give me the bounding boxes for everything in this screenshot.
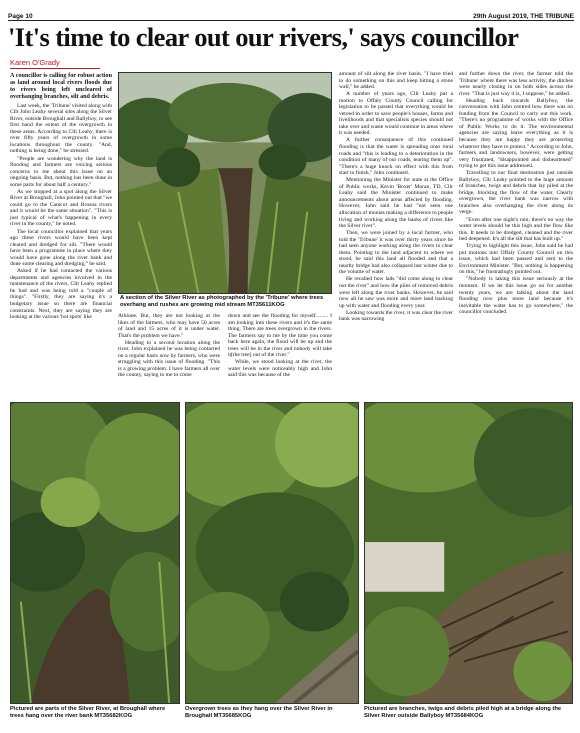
paragraph: Asked if he had contacted the various departments and agencies involved in the maintenance of the rivers, Cllr Leahy replied he had and was being told a "couple of things". "Firstly, they are saying it's a budgetary issue so there are financial constraints. Next, they are saying they are looking at the various 'hot spots' like: [10, 268, 112, 321]
article-column-4: [339, 71, 453, 381]
paragraph: While, we stood looking at the river, the water levels were noticeably high and John said this was because of the: [228, 359, 332, 379]
paragraph: "Nobody is taking this issue seriously at the moment. If we let this issue go on for another twenty years, we are talking about the land flooding now plus more land because it's inevitable the water has to go somewhere," the councillor concluded.: [459, 276, 573, 316]
paragraph: "People are wondering why the land is flooding and farmers are voicing serious concerns to me about this issue on an ongoing basis. But, nothing has been done in some parts for about half a century.": [10, 155, 112, 188]
photo-middle-caption: Overgrown trees as they hang over the Silver River in Broughall MT35685KOG: [185, 706, 333, 719]
debris-bridge-image: [365, 403, 572, 703]
broughall-river-image: [11, 403, 179, 703]
main-photo-caption: A section of the Silver River as photographed by the 'Tribune' where trees overhang and rushes are growing mid stream MT35611KOG: [120, 295, 324, 308]
paragraph: A further consequence of this continued flooding is that the water is spreading onto rural roads and "this is leading to a deterioration in the condition of many of our roads, tearing them up". "There's a huge knock on effect with this from start to finish," John continued.: [339, 137, 453, 177]
lead-paragraph: A councillor is calling for robust action as land around local rivers floods due to rivers being left uncleared of overhanging branches, silt and debris.: [10, 73, 112, 100]
paragraph: Athlone. But, they are not looking at the likes of the farmers, who may have 50 acres of land and 15 acres of it is under water. That's the problem we have.": [118, 313, 220, 339]
article-column-5: [459, 71, 573, 381]
paragraph: A number of years ago, Cllr Leahy put a motion to Offaly County Council calling for legislation to be passed that everything would be vetoed in order to save people's houses, farms and livelihoods and that specialists species should not take over and waste would continue in areas where it was needed.: [339, 91, 454, 137]
header-rule: [8, 20, 574, 21]
photo-debris-bridge: [364, 402, 573, 704]
river-photo-image: [119, 73, 331, 293]
paragraph: Heading to a second location along the river, John explained he was being contacted on a regular basis now by farmers, who were struggling with this issue of flooding. "This is a growing problem. I have farmers all over the county, saying to me to come: [118, 339, 220, 379]
paragraph: Looking towards the river, it was clear the river bank was narrowing: [339, 309, 453, 323]
paragraph: He recalled how lads "did come along to clear out the river" and how the piles of removed debris were left along the river banks. However, he said now all he saw was more and more land backing up with water and flooding every year.: [339, 276, 453, 309]
paragraph: Then, we were joined by a local farmer, who told the 'Tribune' it was over thirty years since he had seen anyone working along the rivers to clear them. Pointing to the land adjacent to where we stood, he said this land all flooded and that a nearby bridge had also collapsed last winter due to the volume of water.: [339, 230, 453, 276]
paragraph: Trying to highlight this issue, John said he had put motions into Offaly County Council on this issue, which had been passed and sent to the Environment Minister. "But, nothing is happening on this," he frustratingly pointed out.: [459, 243, 573, 276]
article-column-1: [10, 73, 112, 378]
byline-rule: [10, 68, 100, 69]
photo-left-caption: Pictured are parts of the Silver River, at Broughall where trees hang over the river bank MT35682KOG: [10, 706, 166, 719]
headline: 'It's time to clear out our rivers,' says councillor: [8, 22, 519, 52]
paragraph: Mentioning the Minister for state at the Office of Public works, Kevin 'Boxer' Moran, TD, Cllr Leahy said the Minister continued to make announcements about areas affected by flooding. However, John said he had "not seen one allocation of monies making a difference to people living and working along the banks of rivers like the Silver river".: [339, 177, 453, 230]
main-river-photo: [118, 72, 332, 294]
paragraph: and further down the river, the farmer told the 'Tribune' where there was less activity, the ditches were nearly closing in on both sides across the river. "That is just way it is, I suppose," he added.: [459, 71, 573, 97]
paragraph: Heading back towards Ballyboy, the conversation with John centred how there was no funding from the Council to carry out this work. "There's no programme of works with the Office of Public Works to do it. The environmental agencies are saying leave everything as it is because they are happy they are protecting whatever they have to protect." According to John, farmers and landowners, however, were getting very frustrated, "disappointed and disheartened" trying to get this issue addressed.: [459, 97, 573, 170]
overgrown-trees-image: [186, 403, 358, 703]
paragraph: The local councillor explained that years ago these rivers would have been kept cleared and dredged for silt. "There would have been a programme in place where they would have gone along the river bank and done some clearing and dredging," he said.: [10, 228, 112, 268]
paragraph: down and see the flooding for myself......... I am looking into these rivers and it's the same thing. There are trees overgrown in the rivers. The farmers say to me by the time you come back here again, the flood will be up and the trees will be in the river and nobody will take it[the tree] out of the river.": [228, 313, 332, 359]
article-column-3: [228, 313, 332, 383]
byline: Karen O'Grady: [10, 58, 60, 67]
paragraph: Last week, the 'Tribune' visited along with Cllr John Leahy several sites along the Silver River, outside Broughall and Ballyboy, to see first hand the extent of the overgrowth in these areas. According to Cllr Leahy, there is over fifty years of overgrowth in some locations throughout the county. "And, nothing is being done," he stressed.: [10, 102, 112, 155]
page-header: [8, 6, 574, 20]
photo-overgrown-trees: [185, 402, 359, 704]
page-number: Page 10: [8, 13, 33, 20]
paragraph: Travelling to our final destination just outside Ballyboy, Cllr Leahy pointed to the huge amount of branches, twigs and debris that lay piled at the bridge, blocking the flow of the water. Clearly overgrown, the river bank was narrow with branches also overhanging the river along its verge.: [459, 170, 573, 216]
article-column-2: [118, 313, 220, 383]
photo-right-caption: Pictured are branches, twigs and debris piled high at a bridge along the Silver River outside Ballyboy MT35684KOG: [364, 706, 562, 719]
photo-broughall-river: [10, 402, 180, 704]
paragraph: As we stopped at a spot along the Silver River at Broughall, John pointed out that "we could go to the Camcor and Brosna rivers and it would be the same situation". "This is just typical of what's happening in every river in the county," he noted.: [10, 188, 112, 228]
paragraph: amount of silt along the river basin. "I have tried to do something on this and keep hitting a stone wall," he added.: [339, 71, 453, 91]
paragraph: "Even after one night's rain, there's no way the water levels should be this high and the flow like this. It needs to be dredged, cleaned and the river bed deepened. It's all the silt that has built up.": [459, 216, 573, 243]
issue-date: 29th August 2019, THE TRIBUNE: [473, 13, 574, 20]
